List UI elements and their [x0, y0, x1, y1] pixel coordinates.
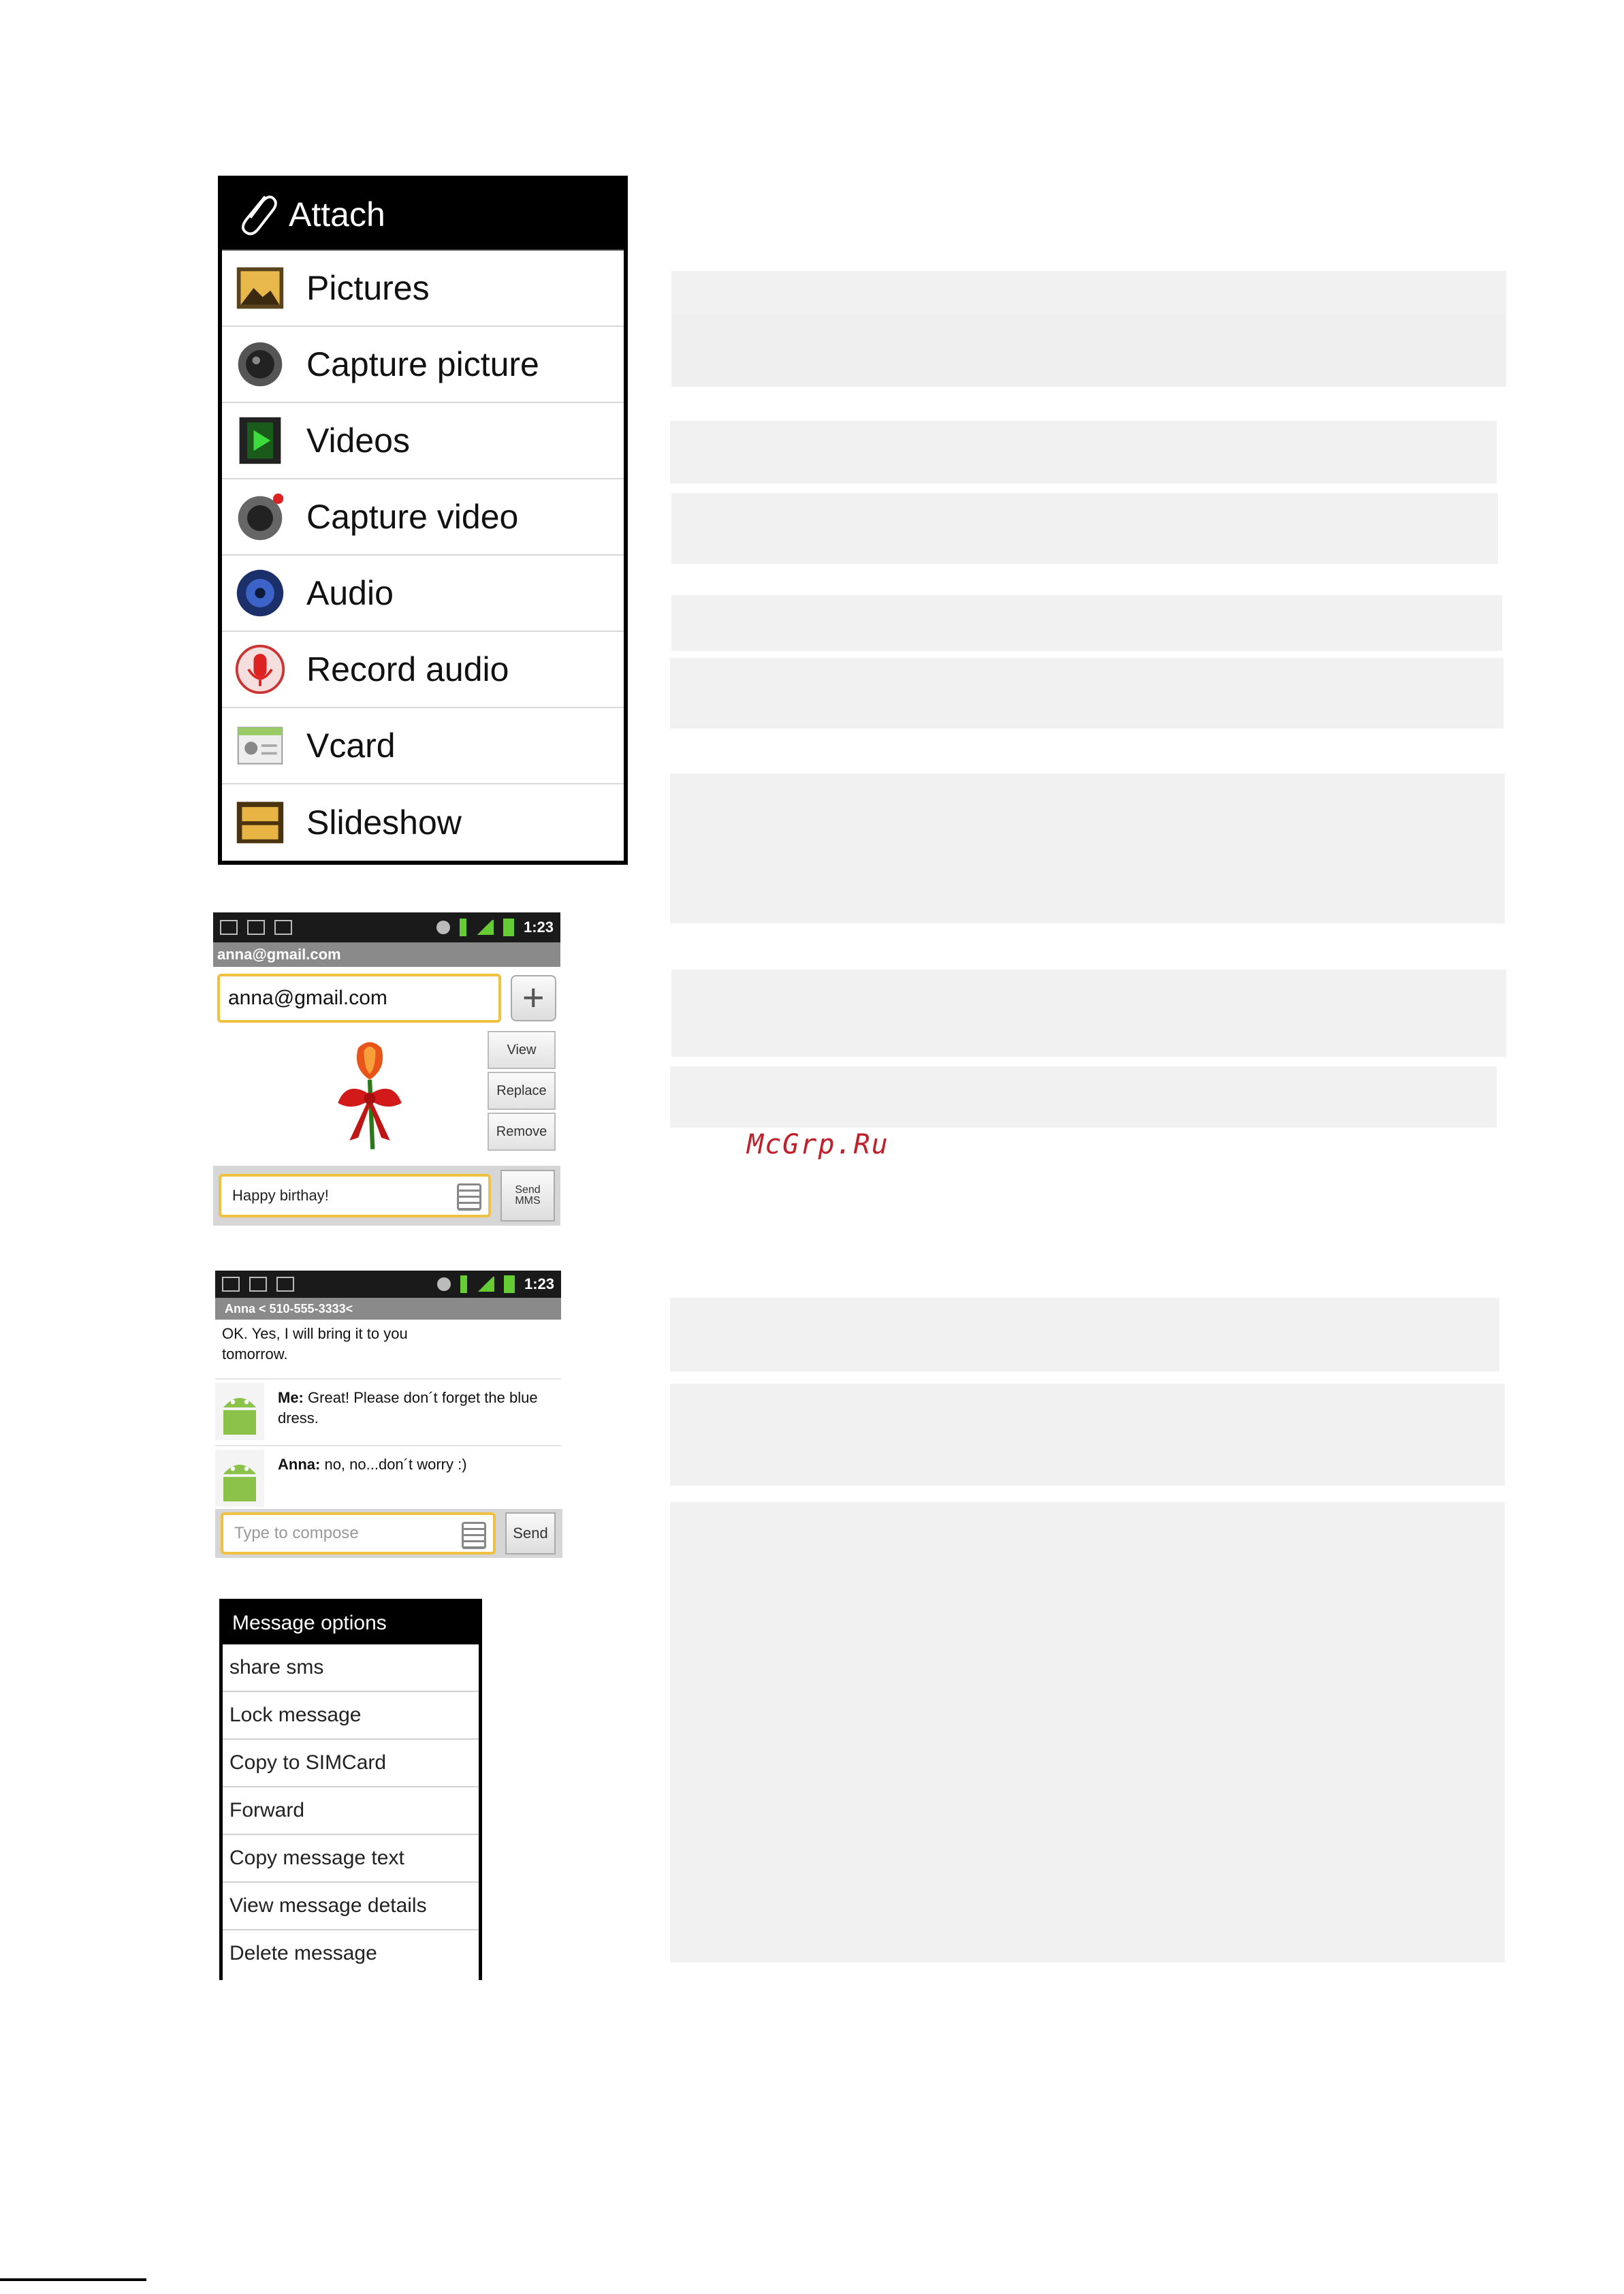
signal-icon: [476, 920, 494, 935]
attach-item-label: Videos: [306, 421, 410, 460]
option-lock-message[interactable]: Lock message: [223, 1692, 479, 1740]
paperclip-icon: [236, 187, 278, 242]
attach-item-pictures[interactable]: [222, 251, 624, 327]
redacted-text-block: [670, 421, 1497, 483]
message-text: no, no...don´t worry :): [324, 1456, 467, 1473]
message-options-title: Message options: [223, 1602, 479, 1644]
usb-icon: [460, 919, 466, 936]
smiley-menu-icon[interactable]: [457, 1183, 481, 1211]
compose-screen: [213, 912, 560, 1226]
attach-menu-title: Attach: [289, 195, 385, 234]
message-sender: Anna:: [278, 1456, 321, 1473]
redacted-text-block: [670, 774, 1505, 923]
option-copy-to-simcard[interactable]: Copy to SIMCard: [223, 1740, 479, 1787]
message-bubble[interactable]: [215, 1378, 561, 1445]
usb-icon: [460, 1275, 467, 1293]
attach-item-label: Capture video: [306, 498, 519, 536]
option-share-sms[interactable]: share sms: [223, 1644, 479, 1692]
attach-item-label: Audio: [306, 574, 394, 612]
message-options-menu: [219, 1599, 482, 1980]
redacted-text-block: [670, 1384, 1505, 1486]
send-mms-button[interactable]: Send MMS: [500, 1170, 555, 1222]
attach-item-label: Slideshow: [306, 803, 462, 842]
camera-icon: [234, 338, 286, 390]
remove-button[interactable]: Remove: [488, 1113, 556, 1151]
message-icon: [274, 920, 292, 935]
option-copy-message-text[interactable]: Copy message text: [223, 1835, 479, 1883]
watermark: McGrp.Ru: [747, 1129, 889, 1160]
message-input[interactable]: [219, 1174, 491, 1217]
redacted-text-block: [670, 658, 1503, 729]
gps-icon: [436, 921, 450, 934]
message-text: Happy birthay!: [232, 1187, 329, 1204]
mail-icon: [222, 1277, 240, 1292]
speaker-icon: [234, 567, 286, 619]
attach-item-label: Record audio: [306, 650, 509, 688]
redacted-text-block: [671, 970, 1506, 1057]
calendar-icon: [249, 1277, 267, 1292]
signal-icon: [477, 1277, 494, 1292]
attach-menu: [218, 176, 628, 865]
battery-icon: [504, 1275, 515, 1293]
video-camera-icon: [234, 491, 286, 543]
contact-header: Anna < 510-555-3333<: [215, 1298, 561, 1320]
redacted-text-block: [670, 1066, 1497, 1128]
add-recipient-button[interactable]: +: [511, 975, 556, 1021]
vcard-icon: [234, 720, 286, 771]
videos-icon: [234, 415, 286, 466]
attach-item-vcard[interactable]: [222, 708, 624, 784]
status-time: 1:23: [523, 919, 554, 936]
message-bubble[interactable]: [215, 1445, 561, 1512]
option-view-message-details[interactable]: View message details: [223, 1883, 479, 1930]
message-sender: Me:: [278, 1389, 304, 1406]
send-button[interactable]: Send: [505, 1512, 556, 1555]
gps-icon: [437, 1277, 451, 1291]
slideshow-icon: [234, 797, 286, 848]
mail-icon: [220, 920, 238, 935]
microphone-icon: [234, 643, 286, 695]
compose-row: [215, 1509, 562, 1558]
tulip-image: [325, 1036, 414, 1152]
message-text: Great! Please don´t forget the blue dress.: [278, 1389, 538, 1427]
attach-item-label: Capture picture: [306, 345, 539, 383]
compose-row: [213, 1166, 560, 1226]
recipient-input[interactable]: anna@gmail.com: [217, 974, 501, 1023]
compose-placeholder: Type to compose: [234, 1524, 359, 1542]
attach-item-capture-video[interactable]: [222, 479, 624, 556]
attach-item-record-audio[interactable]: [222, 632, 624, 708]
redacted-text-block: [671, 595, 1502, 651]
redacted-text-block: [671, 315, 1506, 387]
message-icon: [276, 1277, 294, 1292]
attach-menu-header: [222, 180, 624, 251]
attach-item-label: Pictures: [306, 269, 430, 307]
redacted-text-block: [670, 1298, 1499, 1371]
status-bar: [215, 1271, 561, 1298]
android-avatar-icon: [215, 1449, 264, 1508]
redacted-text-block: [671, 271, 1506, 319]
attach-item-audio[interactable]: [222, 556, 624, 632]
footer-rule: [0, 2278, 146, 2281]
compose-input[interactable]: [221, 1512, 496, 1555]
pictures-icon: [234, 262, 286, 314]
conversation-screen: [215, 1271, 561, 1558]
status-time: 1:23: [524, 1275, 554, 1292]
attachment-area: [213, 1030, 560, 1159]
option-delete-message[interactable]: Delete message: [229, 1942, 377, 1964]
replace-button[interactable]: Replace: [488, 1072, 556, 1110]
attach-item-videos[interactable]: [222, 403, 624, 479]
attach-item-label: Vcard: [306, 727, 396, 765]
option-forward[interactable]: Forward: [223, 1787, 479, 1835]
contact-header: anna@gmail.com: [213, 942, 560, 967]
view-button[interactable]: View: [488, 1031, 556, 1069]
message-bubble[interactable]: OK. Yes, I will bring it to you tomorrow.: [222, 1325, 408, 1363]
attach-item-capture-picture[interactable]: [222, 327, 624, 403]
redacted-text-block: [670, 1502, 1505, 1962]
smiley-menu-icon[interactable]: [462, 1522, 486, 1549]
redacted-text-block: [671, 493, 1498, 564]
attach-item-slideshow[interactable]: [222, 784, 624, 861]
calendar-icon: [247, 920, 265, 935]
status-bar: [213, 912, 560, 942]
android-avatar-icon: [215, 1382, 264, 1441]
battery-icon: [503, 919, 514, 936]
